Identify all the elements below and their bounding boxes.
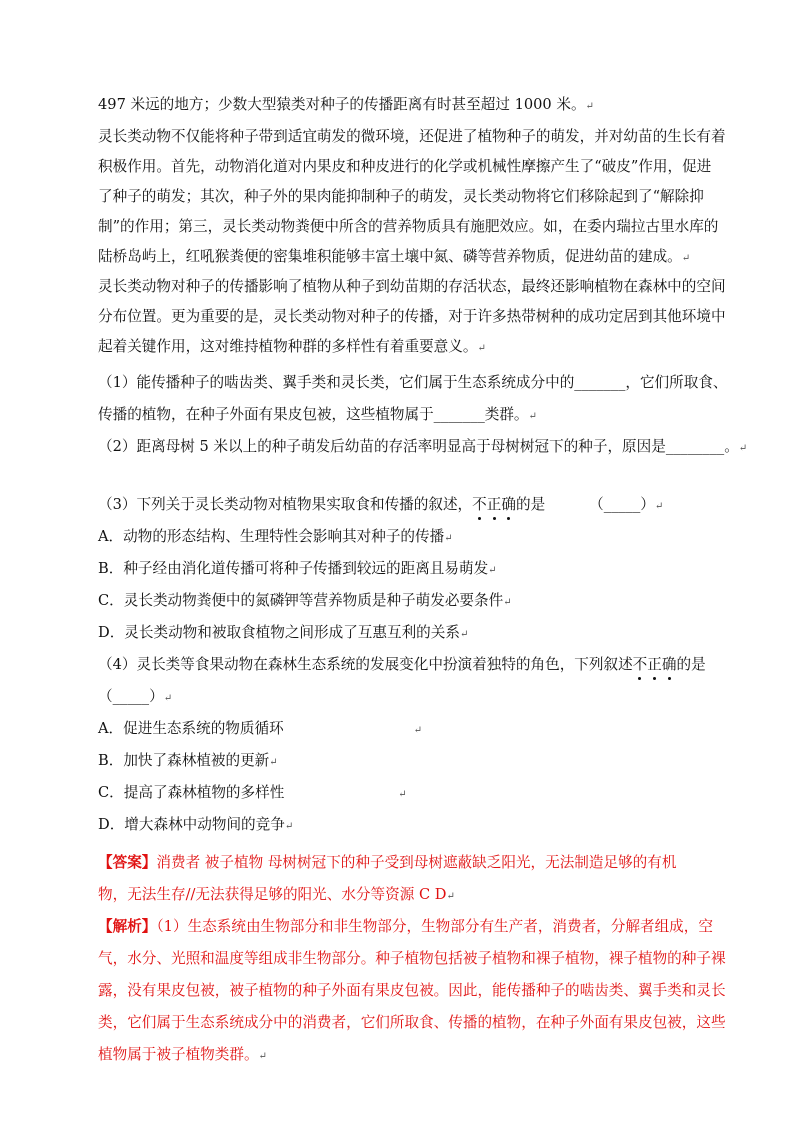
answer-line: 【答案】消费者 被子植物 母树树冠下的种子受到母树遮蔽缺乏阳光，无法制造足够的有机 [98, 854, 677, 871]
analysis-line: 【解析】（1）生态系统由生物部分和非生物部分，生物部分有生产者，消费者，分解者组成，空 [98, 918, 713, 935]
passage-line: 制”的作用；第三，灵长类动物粪便中所含的营养物质具有施肥效应。如，在委内瑞拉古里水库的 [98, 218, 719, 235]
option-b: B．加快了森林植被的更新↵ [98, 752, 278, 769]
emphasis-char: 不 [632, 656, 648, 673]
answer-line: 物，无法生存//无法获得足够的阳光、水分等资源 C D↵ [98, 886, 455, 903]
passage-line: 起着关键作用，这对维持植物种群的多样性有着重要意义。↵ [98, 338, 486, 355]
question-1-line: （1）能传播种子的啮齿类、翼手类和灵长类，它们属于生态系统成分中的_______，它们所取食、 [98, 374, 728, 391]
option-d: D．灵长类动物和被取食植物之间形成了互惠互利的关系↵ [98, 624, 469, 641]
passage-line: 了种子的萌发；其次，种子外的果肉能抑制种子的萌发，灵长类动物将它们移除起到了“解除抑 [98, 188, 704, 205]
emphasis-char: 确 [501, 496, 516, 513]
analysis-line: 植物属于被子植物类群。↵ [98, 1046, 267, 1063]
option-c: C．提高了森林植物的多样性 ↵ [98, 784, 407, 801]
option-a: A．促进生态系统的物质循环 ↵ [98, 720, 423, 737]
option-a: A．动物的形态结构、生理特性会影响其对种子的传播↵ [98, 528, 453, 545]
answer-label: 【答案】 [98, 854, 157, 871]
analysis-line: 气，水分、光照和温度等组成非生物部分。种子植物包括被子植物和裸子植物，裸子植物的种子裸 [98, 950, 726, 967]
option-d: D．增大森林中动物间的竞争↵ [98, 816, 294, 833]
emphasis-char: 不 [472, 496, 487, 513]
answer-blank: （_____）↵ [98, 688, 173, 705]
emphasis-char: 确 [661, 656, 677, 673]
passage-line: 灵长类动物不仅能将种子带到适宜萌发的微环境，还促进了植物种子的萌发，并对幼苗的生长有着 [98, 128, 726, 145]
emphasis-char: 正 [647, 656, 662, 673]
question-4-stem: （4）灵长类等食果动物在森林生态系统的发展变化中扮演着独特的角色，下列叙述不正确的是 [98, 656, 706, 673]
passage-line: 灵长类动物对种子的传播影响了植物从种子到幼苗期的存活状态，最终还影响植物在森林中的空间 [98, 278, 726, 295]
question-3-stem: （3）下列关于灵长类动物对植物果实取食和传播的叙述，不正确的是 （_____）↵ [98, 496, 664, 513]
option-b: B．种子经由消化道传播可将种子传播到较远的距离且易萌发↵ [98, 560, 497, 577]
analysis-line: 露，没有果皮包被，被子植物的种子外面有果皮包被。因此，能传播种子的啮齿类、翼手类和灵长 [98, 982, 726, 999]
question-1-line: 传播的植物，在种子外面有果皮包被，这些植物属于_______类群。↵ [98, 406, 537, 423]
passage-line: 497 米远的地方；少数大型猿类对种子的传播距离有时甚至超过 1000 米。↵ [98, 96, 594, 113]
analysis-label: 【解析】 [98, 918, 157, 935]
passage-line: 积极作用。首先，动物消化道对内果皮和种皮进行的化学或机械性摩擦产生了“破皮”作用，促进 [98, 158, 712, 175]
emphasis-char: 正 [486, 496, 502, 513]
passage-line: 分布位置。更为重要的是，灵长类动物对种子的传播，对于许多热带树种的成功定居到其他环境中 [98, 308, 726, 325]
answer-blank: （_____） [589, 496, 655, 513]
passage-line: 陆桥岛屿上，红吼猴粪便的密集堆积能够丰富土壤中氮、磷等营养物质，促进幼苗的建成。↵ [98, 248, 691, 265]
option-c: C．灵长类动物粪便中的氮磷钾等营养物质是种子萌发必要条件↵ [98, 592, 512, 609]
analysis-line: 类，它们属于生态系统成分中的消费者，它们所取食、传播的植物，在种子外面有果皮包被，这些 [98, 1014, 726, 1031]
question-2-line: （2）距离母树 5 米以上的种子萌发后幼苗的存活率明显高于母树树冠下的种子，原因是________。↵ [98, 438, 748, 455]
